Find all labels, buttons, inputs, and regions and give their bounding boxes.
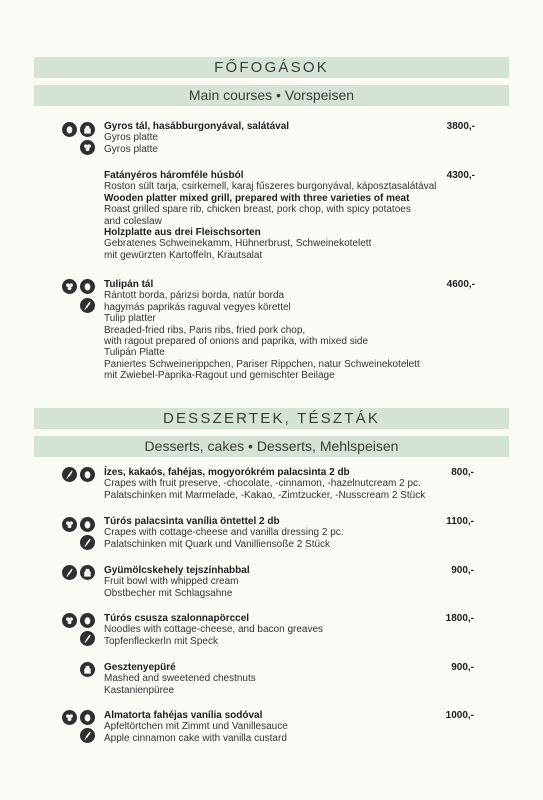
gluten-icon [62, 565, 77, 580]
gluten-icon [80, 631, 95, 646]
item-line: Roast grilled spare rib, chicken breast, pork chop, with spicy potatoes [104, 204, 411, 216]
item-line: Holzplatte aus drei Fleischsorten [104, 227, 261, 239]
allergen-icon [62, 613, 77, 628]
item-line: Apple cinnamon cake with vanilla custard [104, 732, 287, 744]
item-line: Fruit bowl with whipped cream [104, 576, 239, 588]
item-price: 3800,- [446, 121, 475, 132]
item-name: Gyros tál, hasábburgonyával, salátával [104, 121, 290, 132]
item-line: Crapes with fruit preserve, -chocolate, -cinnamon, -hazelnutcream 2 pc. [104, 478, 421, 490]
item-price: 1800,- [445, 613, 474, 624]
milk-icon [80, 565, 95, 580]
item-line: Kastanienpüree [104, 684, 175, 696]
item-price: 1100,- [446, 516, 474, 527]
item-name: Tulipán tál [104, 279, 154, 290]
egg-icon [80, 613, 95, 628]
egg-icon [62, 122, 77, 137]
item-name: Ízes, kakaós, fahéjas, mogyorókrém palacsinta 2 db [104, 467, 350, 478]
item-price: 4300,- [446, 170, 475, 181]
item-line: Wooden platter mixed grill, prepared with three varieties of meat [104, 192, 410, 204]
item-line: Breaded-fried ribs, Paris ribs, fried pork chop, [104, 324, 306, 336]
section-title-desserts: DESSZERTEK, TÉSZTÁK [34, 408, 509, 429]
item-line: with ragout prepared of onions and paprika, with mixed side [104, 336, 369, 348]
gluten-icon [80, 298, 95, 313]
item-price: 800,- [451, 467, 474, 478]
egg-icon [80, 710, 95, 725]
item-name: Almatorta fahéjas vanília sodóval [104, 710, 263, 721]
item-line: Rántott borda, párizsi borda, natúr borda [104, 290, 285, 302]
item-line: Crapes with cottage-cheese and vanilla dressing 2 pc. [104, 527, 344, 539]
item-line: Noodles with cottage-cheese, and bacon greaves [104, 624, 324, 636]
item-line: Gyros platte [104, 132, 158, 144]
item-line: Mashed and sweetened chestnuts [104, 673, 256, 685]
item-price: 900,- [451, 565, 474, 576]
item-line: Tulip platter [104, 313, 156, 325]
item-line: and coleslaw [104, 215, 162, 227]
section-subtitle-desserts: Desserts, cakes • Desserts, Mehlspeisen [34, 436, 509, 457]
item-line: Gebratenes Schweinekamm, Hühnerbrust, Schweinekotelett [104, 238, 372, 250]
item-line: Palatschinken mit Quark und Vanilliensoße 2 Stück [104, 538, 331, 550]
menu-item [104, 170, 484, 261]
item-name: Fatányéros háromféle húsból [104, 170, 244, 181]
milk-icon [80, 662, 95, 677]
item-line: hagymás paprikás raguval vegyes körettel [104, 301, 291, 313]
section-title-main-courses: FŐFOGÁSOK [34, 57, 509, 78]
item-price: 900,- [451, 662, 474, 673]
item-line: Roston sült tarja, csirkemell, karaj fűszeres burgonyával, káposztasalátával [104, 181, 437, 193]
item-name: Túrós palacsinta vanília öntettel 2 db [104, 516, 280, 527]
item-line: Gyros platte [104, 143, 158, 155]
item-name: Gesztenyepüré [104, 662, 176, 673]
allergen-icon [62, 710, 77, 725]
allergen-icon [62, 517, 77, 532]
item-name: Gyümölcskehely tejszínhabbal [104, 565, 250, 576]
milk-icon [80, 122, 95, 137]
item-line: Apfeltörtchen mit Zimmt und Vanillesauce [104, 721, 288, 733]
item-name: Túrós csusza szalonnapörccel [104, 613, 250, 624]
egg-icon [80, 279, 95, 294]
section-subtitle-main-courses: Main courses • Vorspeisen [34, 85, 509, 106]
egg-icon [80, 517, 95, 532]
item-line: Obstbecher mit Schlagsahne [104, 587, 233, 599]
menu-item [104, 279, 484, 382]
item-line: Palatschinken mit Marmelade, -Kakao, -Zimtzucker, -Nusscream 2 Stück [104, 489, 426, 501]
allergen-icon [62, 279, 77, 294]
item-price: 4600,- [446, 279, 475, 290]
item-line: Paniertes Schweinerippchen, Pariser Rippchen, natur Schweinekotelett [104, 358, 420, 370]
gluten-icon [80, 535, 95, 550]
item-line: mit Zwiebel-Paprika-Ragout und gemischter Beilage [104, 370, 335, 382]
allergen-icon [80, 140, 95, 155]
egg-icon [80, 467, 95, 482]
item-price: 1000,- [445, 710, 474, 721]
gluten-icon [62, 467, 77, 482]
item-line: Topfenfleckerln mit Speck [104, 635, 218, 647]
item-line: mit gewürzten Kartoffeln, Krautsalat [104, 249, 263, 261]
gluten-icon [80, 728, 95, 743]
item-line: Tulipán Platte [104, 347, 165, 359]
